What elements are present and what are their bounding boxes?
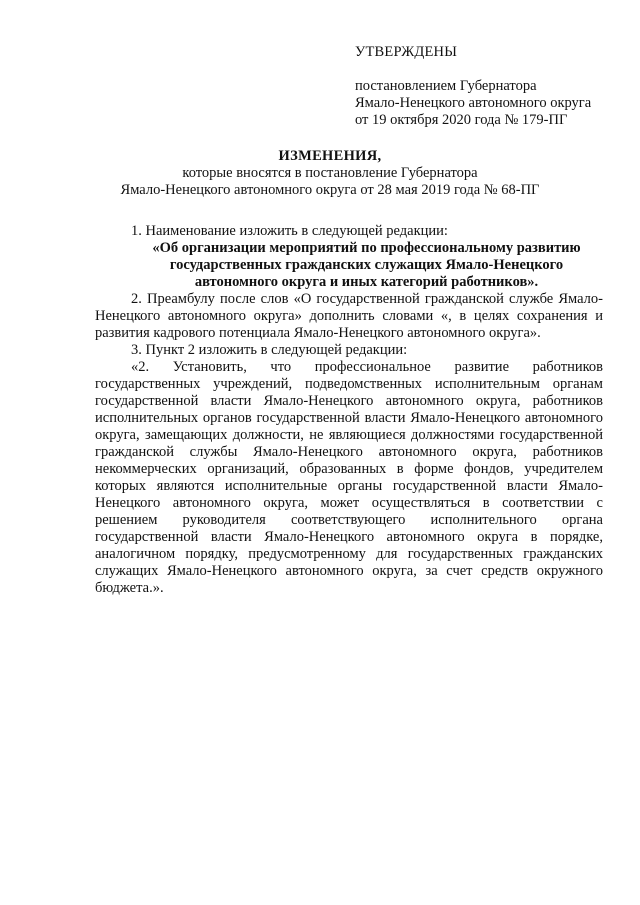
item-3-new-text: «2. Установить, что профессиональное развитие работников государственных учреждений, подведомственных исполнительным органам государственной власти Ямало-Ненецкого автономного округа, работников исполнительных органов государственной власти Ямало-Ненецкого автономного округа, замещающих должности, не являющиеся должностями государственной гражданской службы Ямало-Ненецкого автономного округа, работников некоммерческих организаций, образованных в форме фондов, учредителем которых являются исполнительные органы государственной власти Ямало-Ненецкого автономного округа, может осуществляться в соответствии с решением руководителя соответствующего исполнительного органа государственной власти Ямало-Ненецкого автономного округа в порядке, аналогичном порядку, предусмотренному для государственных гражданских служащих Ямало-Ненецкого автономного округа, за счет средств окружного бюджета.». (95, 359, 603, 596)
approval-line: постановлением Губернатора (355, 78, 537, 94)
approval-line: от 19 октября 2020 года № 179-ПГ (355, 112, 568, 128)
item-1-new-title: «Об организации мероприятий по профессиональному развитию государственных гражданских служащих Ямало-Ненецкого автономного округа и иных категорий работников». (152, 240, 581, 290)
document-title-block (60, 148, 600, 199)
item-3-intro: 3. Пункт 2 изложить в следующей редакции: (131, 342, 408, 358)
document-title: ИЗМЕНЕНИЯ, (278, 148, 382, 164)
approval-line: Ямало-Ненецкого автономного округа (355, 95, 592, 111)
document-subtitle-line: Ямало-Ненецкого автономного округа от 28 мая 2019 года № 68-ПГ (120, 182, 540, 198)
approval-block (355, 44, 591, 129)
approval-heading: УТВЕРЖДЕНЫ (355, 44, 458, 60)
item-1-intro: 1. Наименование изложить в следующей редакции: (131, 223, 448, 239)
document-body (95, 223, 603, 597)
document-subtitle-line: которые вносятся в постановление Губернатора (182, 165, 478, 181)
item-2-paragraph: 2. Преамбулу после слов «О государственной гражданской службе Ямало-Ненецкого автономного округа» дополнить словами «, в целях сохранения и развития кадрового потенциала Ямало-Ненецкого автономного округа». (95, 291, 603, 341)
